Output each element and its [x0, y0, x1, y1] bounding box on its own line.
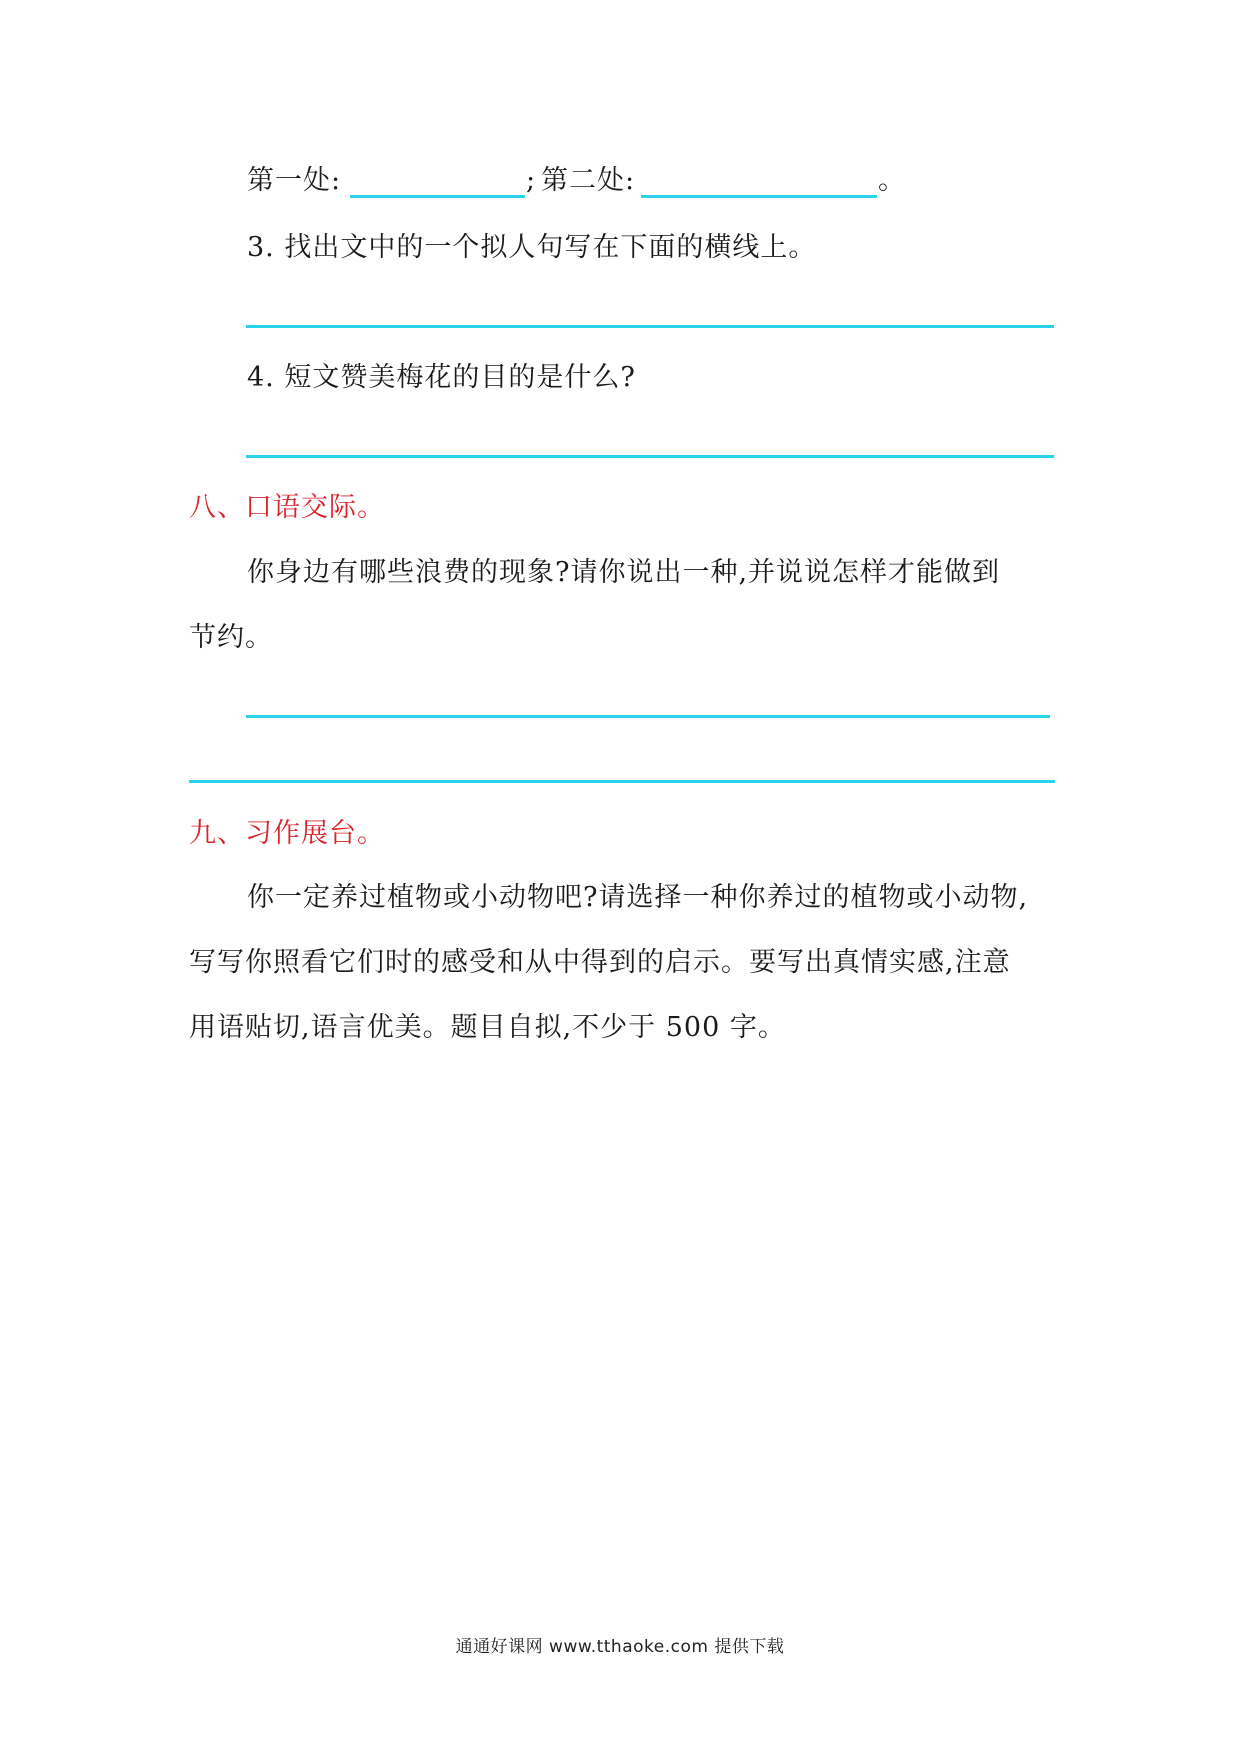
section-8-paragraph-line-1: 你身边有哪些浪费的现象?请你说出一种,并说说怎样才能做到	[247, 557, 1001, 588]
second-place-answer-line[interactable]	[641, 195, 877, 198]
question-3: 3. 找出文中的一个拟人句写在下面的横线上。	[247, 232, 817, 263]
question-3-answer-line[interactable]	[246, 325, 1054, 328]
section-8-answer-line-1[interactable]	[246, 715, 1050, 718]
section-9-paragraph-line-3: 用语贴切,语言优美。题目自拟,不少于 500 字。	[189, 1012, 786, 1043]
footer-watermark: 通通好课网 www.tthaoke.com 提供下载	[455, 1637, 785, 1657]
separator: ;	[526, 165, 537, 196]
section-9-paragraph-line-2: 写写你照看它们时的感受和从中得到的启示。要写出真情实感,注意	[189, 947, 1011, 978]
section-8-paragraph-line-2: 节约。	[189, 622, 273, 653]
section-9-heading: 九、习作展台。	[189, 818, 385, 849]
section-8-answer-line-2[interactable]	[189, 780, 1055, 783]
first-place-answer-line[interactable]	[350, 195, 525, 198]
section-9-paragraph-line-1: 你一定养过植物或小动物吧?请选择一种你养过的植物或小动物,	[247, 882, 1029, 913]
first-place-label: 第一处:	[247, 165, 342, 196]
section-8-heading: 八、口语交际。	[189, 492, 385, 523]
end-mark: 。	[878, 165, 906, 196]
second-place-label: 第二处:	[541, 165, 636, 196]
question-4: 4. 短文赞美梅花的目的是什么?	[247, 362, 636, 393]
question-4-answer-line[interactable]	[246, 455, 1054, 458]
